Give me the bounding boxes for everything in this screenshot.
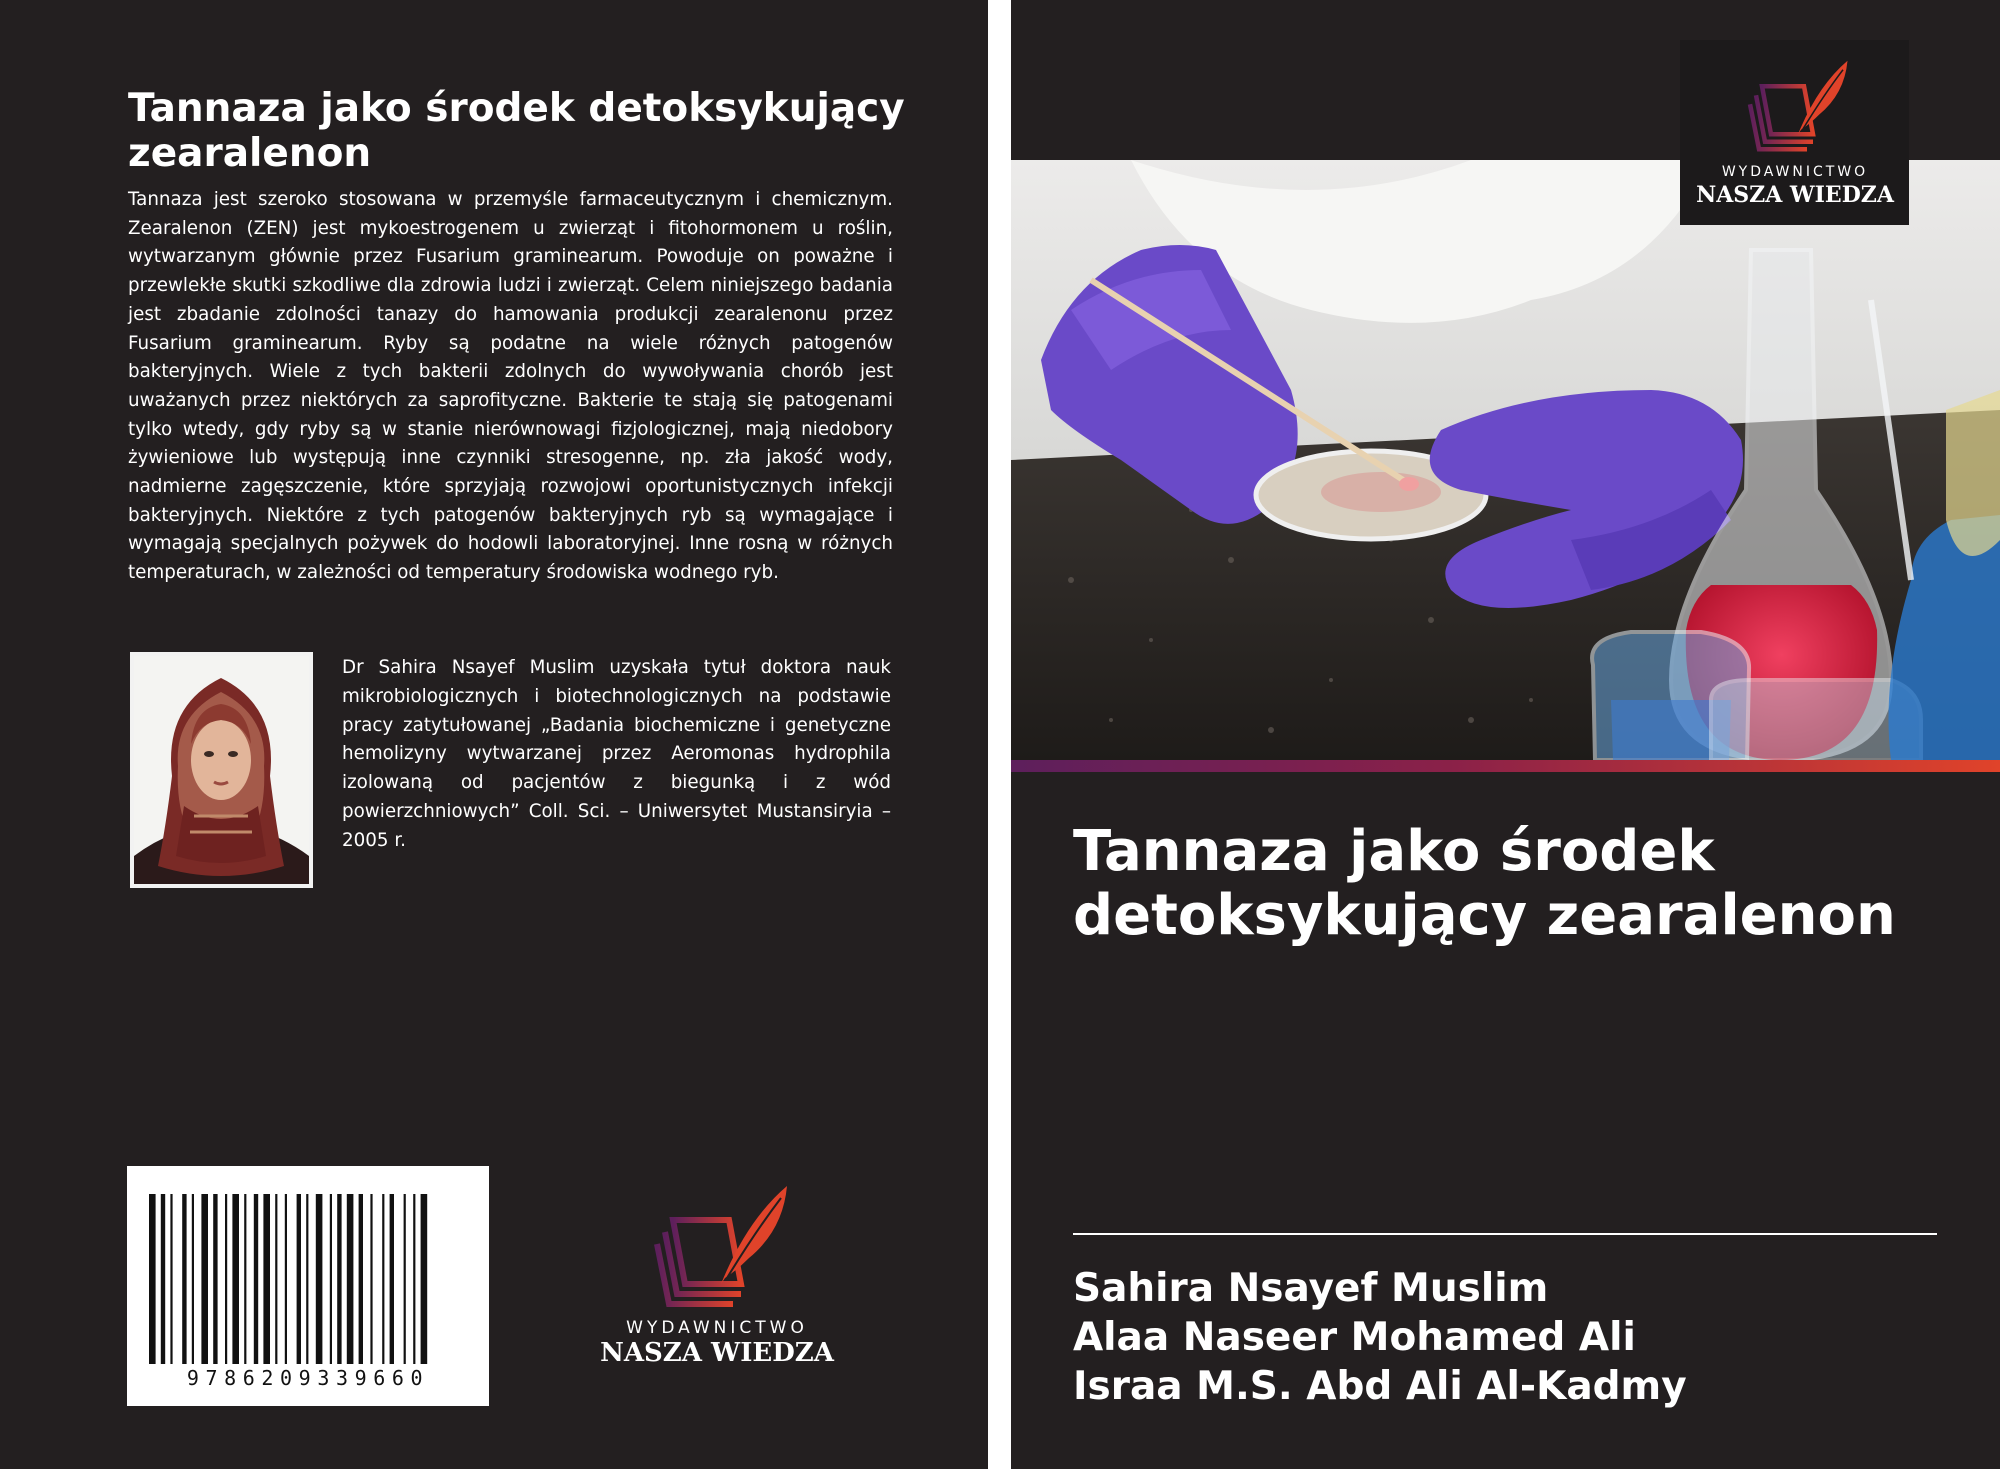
publisher-name-line2: NASZA WIEDZA: [600, 1338, 834, 1368]
book-quill-icon: [1735, 55, 1855, 155]
publisher-logo-back: [597, 1180, 837, 1368]
front-cover-title: Tannaza jako środek detoksykujący zearalenon: [1073, 819, 1896, 948]
book-quill-icon: [637, 1180, 797, 1310]
accent-stripe: [1011, 760, 2000, 772]
divider: [1073, 1233, 1937, 1235]
spine-gutter: [988, 0, 1011, 1469]
publisher-name-line1: WYDAWNICTWO: [626, 1318, 808, 1338]
back-cover: [0, 0, 988, 1469]
author-name: Alaa Naseer Mohamed Ali: [1073, 1315, 1636, 1360]
author-photo: [130, 652, 313, 888]
author-name: Sahira Nsayef Muslim: [1073, 1266, 1549, 1311]
author-name: Israa M.S. Abd Ali Al-Kadmy: [1073, 1364, 1687, 1409]
author-bio: Dr Sahira Nsayef Muslim uzyskała tytuł doktora nauk mikrobiologicznych i biotechnologicznych na podstawie pracy zatytułowanej „Badania biochemiczne i genetyczne hemolizyny wytwarzanej przez Aeromonas hydrophila izolowaną od pacjentów z biegunką i z wód powierzchniowych” Coll. Sci. – Uniwersytet Mustansiryia – 2005 r.: [342, 657, 891, 851]
publisher-name-line1: WYDAWNICTWO: [1721, 164, 1869, 180]
publisher-logo-front: [1680, 40, 1909, 225]
isbn-barcode: [127, 1166, 489, 1406]
cover-photo: [1011, 160, 2000, 760]
front-cover: [1011, 0, 2000, 1469]
barcode-bars: [149, 1194, 467, 1364]
isbn-number: 9786209339660: [186, 1366, 430, 1390]
publisher-name-line2: NASZA WIEDZA: [1696, 182, 1894, 208]
author-list: [1073, 1264, 1687, 1411]
back-cover-title: Tannaza jako środek detoksykujący zearalenon: [128, 86, 905, 176]
book-description: Tannaza jest szeroko stosowana w przemyśle farmaceutycznym i chemicznym. Zearalenon (ZEN) jest mykoestrogenem u zwierząt i fitohormonem u roślin, wytwarzanym głównie przez Fusarium graminearum. Powoduje on poważne i przewlekłe skutki szkodliwe dla zdrowia ludzi i zwierząt. Celem niniejszego badania jest zbadanie zdolności tanazy do hamowania produkcji zearalenonu przez Fusarium graminearum. Ryby są podatne na wiele różnych patogenów bakteryjnych. Wiele z tych bakterii zdolnych do wywoływania chorób jest uważanych przez niektórych za saprofityczne. Bakterie te stają się patogenami tylko wtedy, gdy ryby są w stanie nierównowagi fizjologicznej, mają niedobory żywieniowe lub występują inne czynniki stresogenne, np. zła jakość wody, nadmierne zagęszczenie, które sprzyjają rozwojowi oportunistycznych infekcji bakteryjnych. Niektóre z tych patogenów bakteryjnych ryb są wymagające i wymagają specjalnych pożywek do hodowli laboratoryjnej. Inne rosną w różnych temperaturach, w zależności od temperatury środowiska wodnego ryb.: [128, 189, 893, 584]
